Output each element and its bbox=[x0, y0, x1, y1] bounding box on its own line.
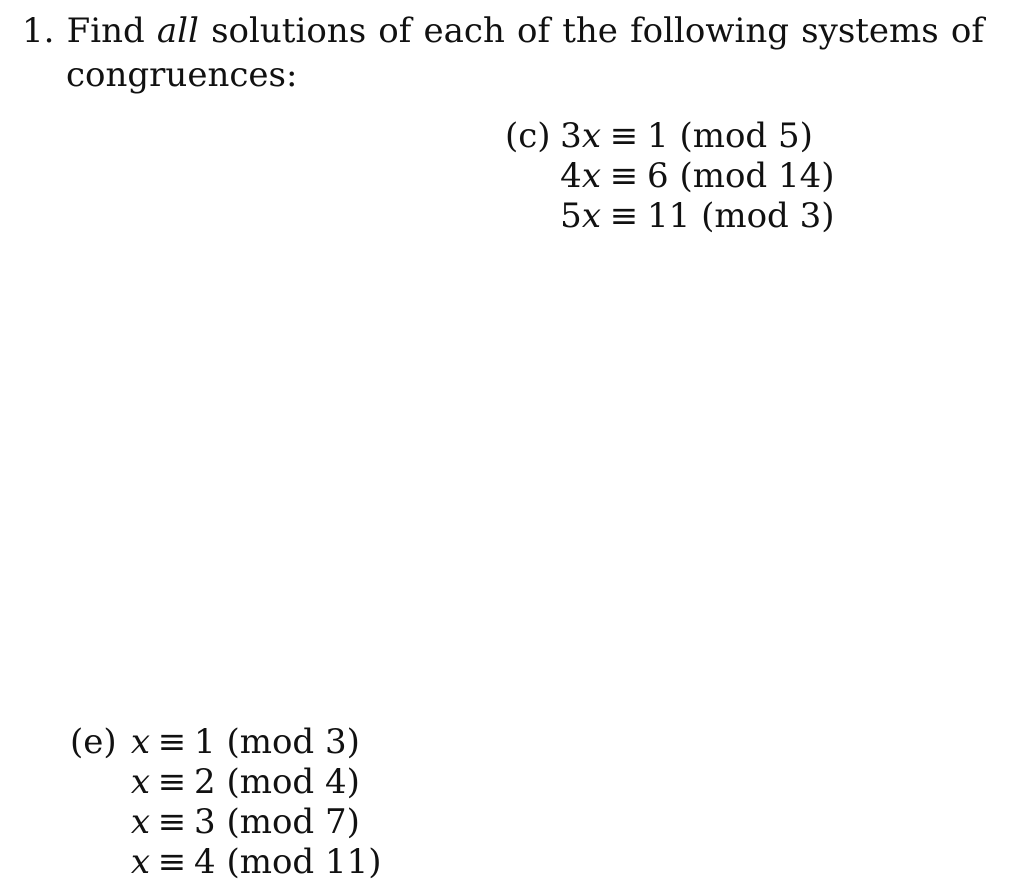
equation-lhs bbox=[128, 842, 150, 882]
system-equations bbox=[128, 722, 382, 882]
congruence-symbol: ≡ bbox=[609, 196, 639, 236]
coefficient: 4 bbox=[560, 156, 582, 196]
equation-rhs: 1 (mod 3) bbox=[194, 722, 360, 762]
congruence-equation bbox=[559, 116, 835, 156]
congruence-equation bbox=[559, 156, 835, 196]
congruence-equation bbox=[128, 762, 382, 802]
equation-lhs bbox=[559, 156, 601, 196]
variable: x bbox=[130, 802, 150, 842]
coefficient: 5 bbox=[560, 196, 582, 236]
equation-rhs: 1 (mod 5) bbox=[647, 116, 813, 156]
equation-lhs bbox=[128, 802, 150, 842]
equation-lhs bbox=[128, 762, 150, 802]
congruence-symbol: ≡ bbox=[157, 802, 187, 842]
equation-lhs bbox=[128, 722, 150, 762]
equation-rhs: 2 (mod 4) bbox=[194, 762, 360, 802]
variable: x bbox=[581, 156, 601, 196]
problem-word: of bbox=[517, 11, 551, 51]
system-equations bbox=[559, 116, 835, 236]
variable: x bbox=[130, 842, 150, 882]
equation-rhs: 6 (mod 14) bbox=[647, 156, 835, 196]
problem-number: 1. bbox=[22, 11, 55, 51]
congruence-equation bbox=[128, 722, 382, 762]
congruence-equation bbox=[128, 802, 382, 842]
congruence-symbol: ≡ bbox=[157, 842, 187, 882]
problem-emphasis: all bbox=[156, 11, 199, 51]
congruence-symbol: ≡ bbox=[157, 722, 187, 762]
system-label: (e) bbox=[70, 722, 117, 762]
problem-line2-text: congruences: bbox=[66, 55, 298, 95]
problem-word: Find bbox=[66, 11, 145, 51]
variable: x bbox=[130, 762, 150, 802]
congruence-symbol: ≡ bbox=[609, 156, 639, 196]
equation-rhs: 4 (mod 11) bbox=[194, 842, 382, 882]
problem-word: of bbox=[950, 11, 984, 51]
coefficient: 3 bbox=[560, 116, 582, 156]
congruence-equation bbox=[128, 842, 382, 882]
problem-word: of bbox=[378, 11, 412, 51]
problem-word: each bbox=[423, 11, 505, 51]
equation-rhs: 11 (mod 3) bbox=[647, 196, 835, 236]
congruence-symbol: ≡ bbox=[609, 116, 639, 156]
problem-statement-line-2 bbox=[66, 55, 298, 95]
equation-lhs bbox=[559, 116, 601, 156]
system-label: (c) bbox=[505, 116, 551, 156]
equation-rhs: 3 (mod 7) bbox=[194, 802, 360, 842]
equation-lhs bbox=[559, 196, 601, 236]
problem-word: solutions bbox=[211, 11, 367, 51]
problem-statement-line-1 bbox=[22, 11, 984, 51]
problem-word: following bbox=[630, 11, 789, 51]
problem-word: the bbox=[562, 11, 618, 51]
congruence-symbol: ≡ bbox=[157, 762, 187, 802]
variable: x bbox=[130, 722, 150, 762]
variable: x bbox=[581, 196, 601, 236]
congruence-equation bbox=[559, 196, 835, 236]
variable: x bbox=[581, 116, 601, 156]
problem-word: systems bbox=[801, 11, 939, 51]
